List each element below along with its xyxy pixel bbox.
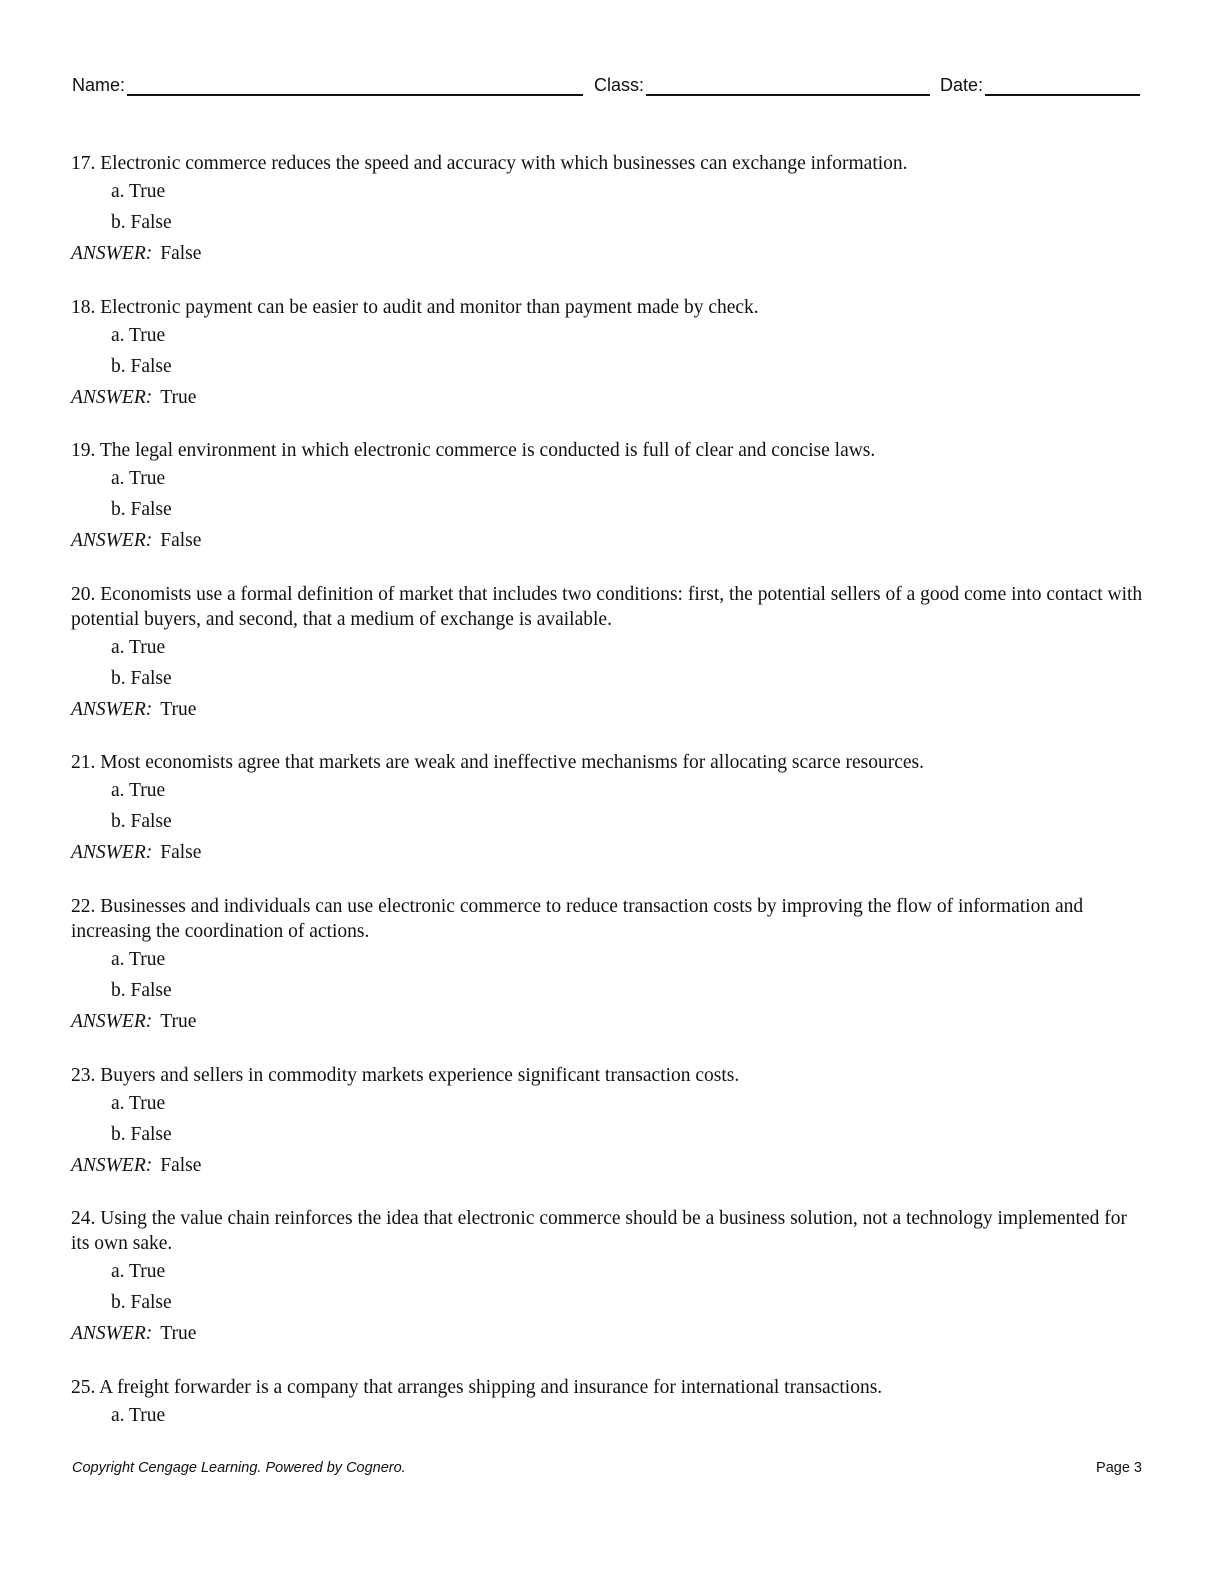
answer-line (71, 238, 1146, 269)
answer-value: True (160, 1323, 197, 1344)
answer-label: ANSWER: (71, 1011, 153, 1032)
option-true: a. True (111, 325, 166, 346)
class-label: Class: (594, 75, 645, 95)
option-true: a. True (111, 1093, 166, 1114)
option-false: b. False (111, 499, 172, 520)
question-stem: 20. Economists use a formal definition of market that includes two conditions: first, the potential sellers of a good come into contact with potential buyers, and second, that a medium of exchange is available. (71, 584, 1143, 630)
answer-line (71, 1318, 1146, 1349)
class-input-line[interactable] (646, 68, 930, 96)
answer-line (71, 382, 1146, 413)
page-number: Page 3 (1096, 1460, 1142, 1476)
question-21 (71, 750, 1146, 868)
option-true: a. True (111, 1405, 166, 1426)
answer-label: ANSWER: (71, 243, 153, 264)
answer-value: True (160, 699, 197, 720)
option-false: b. False (111, 356, 172, 377)
answer-line (71, 1006, 1146, 1037)
question-stem: 22. Businesses and individuals can use electronic commerce to reduce transaction costs by improving the flow of information and increasing the coordination of actions. (71, 896, 1084, 942)
answer-label: ANSWER: (71, 1155, 153, 1176)
option-true: a. True (111, 468, 166, 489)
class-field (594, 68, 930, 96)
option-true: a. True (111, 637, 166, 658)
name-input-line[interactable] (127, 68, 583, 96)
answer-line (71, 525, 1146, 556)
answer-label: ANSWER: (71, 699, 153, 720)
answer-value: False (160, 243, 202, 264)
question-stem: 21. Most economists agree that markets are weak and ineffective mechanisms for allocating scarce resources. (71, 752, 924, 773)
option-false: b. False (111, 1292, 172, 1313)
answer-label: ANSWER: (71, 530, 153, 551)
answer-label: ANSWER: (71, 842, 153, 863)
answer-value: True (160, 387, 197, 408)
answer-line (71, 837, 1146, 868)
question-19 (71, 438, 1146, 556)
question-stem: 18. Electronic payment can be easier to audit and monitor than payment made by check. (71, 297, 759, 318)
name-field (72, 68, 583, 96)
option-true: a. True (111, 780, 166, 801)
question-stem: 24. Using the value chain reinforces the idea that electronic commerce should be a business solution, not a technology implemented for its own sake. (71, 1208, 1127, 1254)
answer-value: False (160, 530, 202, 551)
question-22 (71, 894, 1146, 1037)
header (72, 68, 1142, 98)
answer-line (71, 1150, 1146, 1181)
answer-label: ANSWER: (71, 387, 153, 408)
question-stem: 25. A freight forwarder is a company that arranges shipping and insurance for international transactions. (71, 1377, 883, 1398)
option-true: a. True (111, 181, 166, 202)
answer-line (71, 694, 1146, 725)
option-true: a. True (111, 1261, 166, 1282)
question-25 (71, 1375, 1146, 1431)
answer-value: True (160, 1011, 197, 1032)
answer-label: ANSWER: (71, 1323, 153, 1344)
date-label: Date: (940, 75, 984, 95)
option-false: b. False (111, 212, 172, 233)
date-input-line[interactable] (985, 68, 1140, 96)
answer-value: False (160, 842, 202, 863)
question-stem: 17. Electronic commerce reduces the speed and accuracy with which businesses can exchange information. (71, 153, 908, 174)
question-23 (71, 1063, 1146, 1181)
option-false: b. False (111, 1124, 172, 1145)
answer-value: False (160, 1155, 202, 1176)
date-field (940, 68, 1140, 96)
question-17 (71, 151, 1146, 269)
question-20 (71, 582, 1146, 725)
copyright-text: Copyright Cengage Learning. Powered by Cognero. (72, 1460, 406, 1476)
option-true: a. True (111, 949, 166, 970)
question-24 (71, 1206, 1146, 1349)
option-false: b. False (111, 668, 172, 689)
option-false: b. False (111, 811, 172, 832)
option-false: b. False (111, 980, 172, 1001)
question-stem: 23. Buyers and sellers in commodity markets experience significant transaction costs. (71, 1065, 740, 1086)
question-18 (71, 295, 1146, 413)
question-stem: 19. The legal environment in which electronic commerce is conducted is full of clear and concise laws. (71, 440, 876, 461)
name-label: Name: (72, 75, 126, 95)
